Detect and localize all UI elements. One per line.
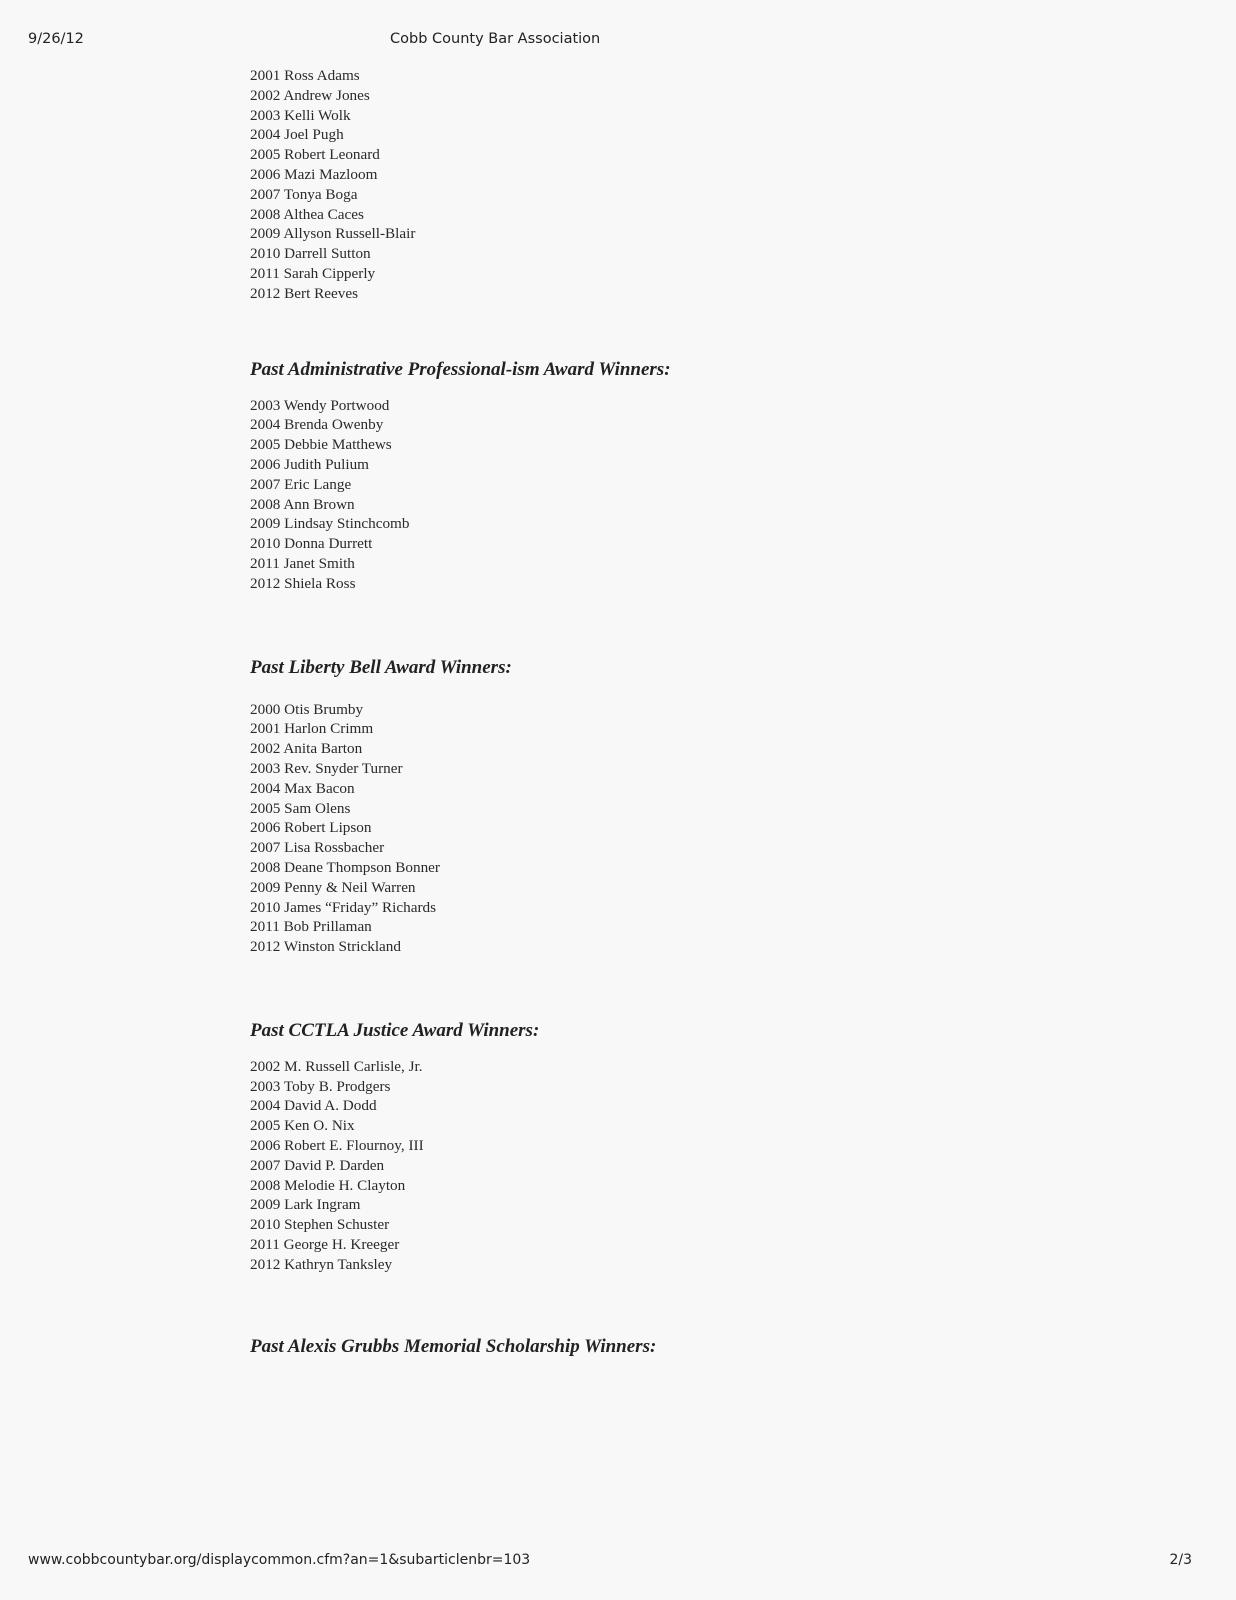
list-item: 2008 Ann Brown: [250, 495, 355, 513]
list-item: 2010 Darrell Sutton: [250, 245, 371, 263]
section-title-administrative-professionalism: Past Administrative Professional-ism Award Winners:: [250, 358, 671, 380]
list-item: 2011 Sarah Cipperly: [250, 264, 376, 282]
list-item: 2012 Bert Reeves: [250, 284, 358, 302]
list-item: 2008 Althea Caces: [250, 205, 364, 223]
administrative-professionalism-winners-list: [250, 396, 950, 594]
list-item: 2009 Lindsay Stinchcomb: [250, 515, 410, 533]
list-item: 2011 Bob Prillaman: [250, 918, 372, 936]
list-item: 2002 M. Russell Carlisle, Jr.: [250, 1057, 423, 1075]
list-item: 2006 Mazi Mazloom: [250, 165, 378, 183]
list-item: 2003 Toby B. Prodgers: [250, 1077, 391, 1095]
list-item: 2005 Robert Leonard: [250, 146, 380, 164]
list-item: 2012 Kathryn Tanksley: [250, 1255, 393, 1273]
print-url: www.cobbcountybar.org/displaycommon.cfm?an=1&subarticlenbr=103: [28, 1552, 531, 1568]
list-item: 2010 Donna Durrett: [250, 535, 373, 553]
list-item: 2004 Max Bacon: [250, 779, 355, 797]
list-item: 2007 Lisa Rossbacher: [250, 839, 385, 857]
print-page-title: Cobb County Bar Association: [390, 31, 601, 47]
list-item: 2011 Janet Smith: [250, 554, 355, 572]
list-item: 2004 Brenda Owenby: [250, 416, 384, 434]
section-title-liberty-bell: Past Liberty Bell Award Winners:: [250, 656, 512, 678]
list-item: 2002 Andrew Jones: [250, 86, 370, 104]
list-item: 2004 Joel Pugh: [250, 126, 344, 144]
list-item: 2006 Judith Pulium: [250, 455, 369, 473]
list-item: 2005 Sam Olens: [250, 799, 351, 817]
list-item: 2009 Allyson Russell-Blair: [250, 225, 416, 243]
list-item: 2012 Shiela Ross: [250, 574, 356, 592]
list-item: 2004 David A. Dodd: [250, 1097, 377, 1115]
list-item: 2002 Anita Barton: [250, 740, 363, 758]
list-item: 2008 Deane Thompson Bonner: [250, 858, 440, 876]
cctla-justice-winners-list: [250, 1057, 950, 1275]
list-item: 2009 Lark Ingram: [250, 1196, 361, 1214]
liberty-bell-winners-list: [250, 700, 950, 957]
list-item: 2009 Penny & Neil Warren: [250, 878, 416, 896]
page-number: 2/3: [1169, 1552, 1192, 1568]
list-item: 2007 David P. Darden: [250, 1156, 385, 1174]
list-item: 2001 Harlon Crimm: [250, 720, 374, 738]
list-item: 2010 James “Friday” Richards: [250, 898, 437, 916]
list-item: 2011 George H. Kreeger: [250, 1236, 400, 1254]
print-header: [28, 31, 1208, 53]
list-item: 2010 Stephen Schuster: [250, 1216, 390, 1234]
section-title-alexis-grubbs-scholarship: Past Alexis Grubbs Memorial Scholarship Winners:: [250, 1335, 657, 1357]
list-item: 2003 Kelli Wolk: [250, 106, 351, 124]
award-winners-list: [250, 66, 950, 304]
list-item: 2001 Ross Adams: [250, 67, 360, 84]
page-content: [250, 66, 950, 1359]
list-item: 2000 Otis Brumby: [250, 700, 364, 718]
print-footer: [28, 1552, 1192, 1574]
list-item: 2003 Wendy Portwood: [250, 396, 390, 414]
list-item: 2008 Melodie H. Clayton: [250, 1176, 406, 1194]
list-item: 2007 Tonya Boga: [250, 185, 358, 203]
list-item: 2006 Robert E. Flournoy, III: [250, 1137, 424, 1155]
list-item: 2005 Ken O. Nix: [250, 1117, 355, 1135]
list-item: 2012 Winston Strickland: [250, 938, 401, 956]
print-date: 9/26/12: [28, 31, 84, 47]
list-item: 2003 Rev. Snyder Turner: [250, 759, 403, 777]
section-title-cctla-justice: Past CCTLA Justice Award Winners:: [250, 1019, 540, 1041]
list-item: 2006 Robert Lipson: [250, 819, 372, 837]
list-item: 2005 Debbie Matthews: [250, 436, 392, 454]
list-item: 2007 Eric Lange: [250, 475, 352, 493]
